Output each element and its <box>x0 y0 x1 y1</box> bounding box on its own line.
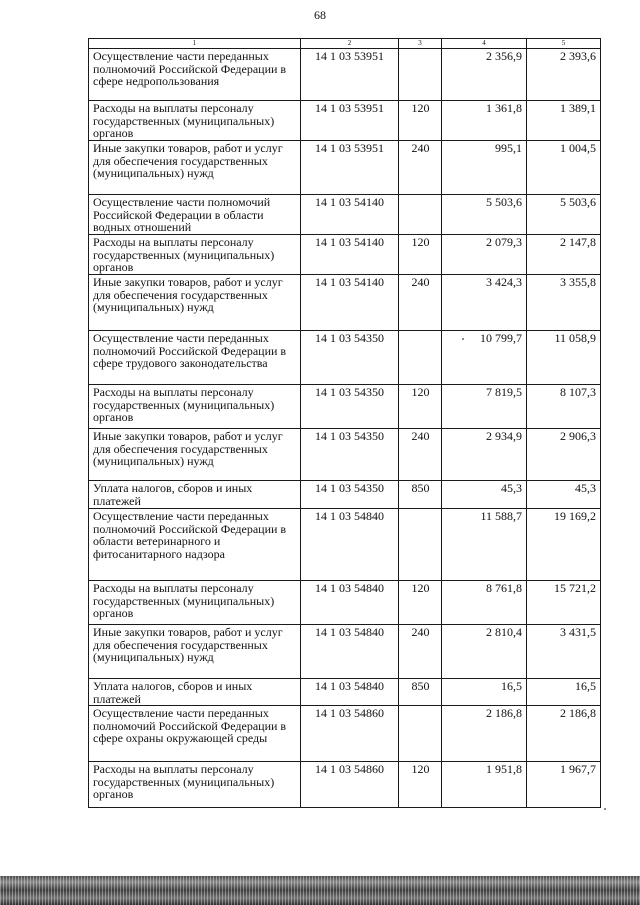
row-code: 14 1 03 53951 <box>301 101 399 141</box>
row-name: Осуществление части переданных полномочий Российской Федерации в сфере недропользования <box>89 49 301 101</box>
row-expense-type <box>399 331 442 385</box>
column-number-1: 1 <box>89 39 301 49</box>
table-row <box>89 141 601 195</box>
row-value-year-2: 19 169,2 <box>527 509 601 581</box>
row-value-year-1: 16,5 <box>442 679 527 706</box>
row-name: Расходы на выплаты персоналу государственных (муниципальных) органов <box>89 385 301 429</box>
row-value-year-2: 5 503,6 <box>527 195 601 235</box>
row-code: 14 1 03 54140 <box>301 275 399 331</box>
row-value-year-1: 11 588,7 <box>442 509 527 581</box>
row-value-year-1: 2 079,3 <box>442 235 527 275</box>
row-code: 14 1 03 54140 <box>301 235 399 275</box>
row-code: 14 1 03 54860 <box>301 706 399 762</box>
row-code: 14 1 03 54140 <box>301 195 399 235</box>
row-expense-type <box>399 195 442 235</box>
row-value-year-2: 15 721,2 <box>527 581 601 625</box>
table-row <box>89 706 601 762</box>
row-name: Иные закупки товаров, работ и услуг для обеспечения государственных (муниципальных) нужд <box>89 141 301 195</box>
row-expense-type: 120 <box>399 762 442 808</box>
row-code: 14 1 03 54840 <box>301 581 399 625</box>
row-value-year-2: 45,3 <box>527 481 601 509</box>
row-expense-type: 120 <box>399 235 442 275</box>
row-name: Уплата налогов, сборов и иных платежей <box>89 481 301 509</box>
row-value-year-2: 3 431,5 <box>527 625 601 679</box>
row-value-year-1: 3 424,3 <box>442 275 527 331</box>
row-value-year-2: 8 107,3 <box>527 385 601 429</box>
row-value-year-1: 995,1 <box>442 141 527 195</box>
table-header-row <box>89 39 601 49</box>
row-expense-type <box>399 706 442 762</box>
row-code: 14 1 03 54860 <box>301 762 399 808</box>
row-name: Осуществление части переданных полномочий Российской Федерации в области ветеринарного и фитосанитарного надзора <box>89 509 301 581</box>
row-value-year-1: 2 356,9 <box>442 49 527 101</box>
budget-table <box>88 38 601 808</box>
row-value-year-1: 1 951,8 <box>442 762 527 808</box>
table-row <box>89 429 601 481</box>
table-row <box>89 509 601 581</box>
row-value-year-2: 16,5 <box>527 679 601 706</box>
row-value-year-2: 2 147,8 <box>527 235 601 275</box>
table-row <box>89 195 601 235</box>
row-code: 14 1 03 54350 <box>301 385 399 429</box>
table-row <box>89 331 601 385</box>
scan-speck <box>604 808 606 810</box>
scan-edge-band <box>0 876 640 905</box>
row-code: 14 1 03 54350 <box>301 331 399 385</box>
row-value-year-2: 1 967,7 <box>527 762 601 808</box>
row-expense-type: 120 <box>399 101 442 141</box>
table-row <box>89 581 601 625</box>
row-value-year-1: 45,3 <box>442 481 527 509</box>
column-number-4: 4 <box>442 39 527 49</box>
row-name: Иные закупки товаров, работ и услуг для обеспечения государственных (муниципальных) нужд <box>89 429 301 481</box>
row-expense-type: 240 <box>399 429 442 481</box>
row-value-year-2: 11 058,9 <box>527 331 601 385</box>
row-value-year-2: 2 906,3 <box>527 429 601 481</box>
row-expense-type: 240 <box>399 275 442 331</box>
column-number-3: 3 <box>399 39 442 49</box>
row-value-year-2: 1 389,1 <box>527 101 601 141</box>
column-number-5: 5 <box>527 39 601 49</box>
row-value-year-2: 3 355,8 <box>527 275 601 331</box>
row-code: 14 1 03 54840 <box>301 625 399 679</box>
row-expense-type: 850 <box>399 679 442 706</box>
row-expense-type: 120 <box>399 385 442 429</box>
row-expense-type <box>399 49 442 101</box>
table-row <box>89 385 601 429</box>
row-value-year-1: 10 799,7 <box>442 331 527 385</box>
table-row <box>89 235 601 275</box>
row-name: Осуществление части переданных полномочий Российской Федерации в сфере охраны окружающей среды <box>89 706 301 762</box>
row-name: Расходы на выплаты персоналу государственных (муниципальных) органов <box>89 762 301 808</box>
row-value-year-1: 2 186,8 <box>442 706 527 762</box>
table-row <box>89 101 601 141</box>
table-row <box>89 625 601 679</box>
row-code: 14 1 03 53951 <box>301 141 399 195</box>
row-value-year-2: 2 393,6 <box>527 49 601 101</box>
row-value-year-1: 2 810,4 <box>442 625 527 679</box>
row-code: 14 1 03 54350 <box>301 481 399 509</box>
row-name: Расходы на выплаты персоналу государственных (муниципальных) органов <box>89 581 301 625</box>
row-code: 14 1 03 54840 <box>301 679 399 706</box>
row-name: Иные закупки товаров, работ и услуг для обеспечения государственных (муниципальных) нужд <box>89 275 301 331</box>
row-expense-type: 240 <box>399 625 442 679</box>
row-expense-type: 240 <box>399 141 442 195</box>
page-number: 68 <box>314 8 326 22</box>
row-value-year-1: 8 761,8 <box>442 581 527 625</box>
table-row <box>89 49 601 101</box>
row-expense-type: 850 <box>399 481 442 509</box>
row-value-year-1: 5 503,6 <box>442 195 527 235</box>
table-row <box>89 679 601 706</box>
row-name: Иные закупки товаров, работ и услуг для обеспечения государственных (муниципальных) нужд <box>89 625 301 679</box>
table-row <box>89 762 601 808</box>
row-expense-type: 120 <box>399 581 442 625</box>
row-name: Осуществление части полномочий Российской Федерации в области водных отношений <box>89 195 301 235</box>
row-expense-type <box>399 509 442 581</box>
row-value-year-1: 1 361,8 <box>442 101 527 141</box>
row-value-year-2: 2 186,8 <box>527 706 601 762</box>
scan-speck <box>462 338 464 340</box>
row-value-year-1: 7 819,5 <box>442 385 527 429</box>
table-row <box>89 481 601 509</box>
row-code: 14 1 03 54840 <box>301 509 399 581</box>
row-code: 14 1 03 54350 <box>301 429 399 481</box>
table-row <box>89 275 601 331</box>
row-name: Осуществление части переданных полномочий Российской Федерации в сфере трудового законодательства <box>89 331 301 385</box>
row-name: Расходы на выплаты персоналу государственных (муниципальных) органов <box>89 101 301 141</box>
row-value-year-1: 2 934,9 <box>442 429 527 481</box>
row-name: Расходы на выплаты персоналу государственных (муниципальных) органов <box>89 235 301 275</box>
column-number-2: 2 <box>301 39 399 49</box>
row-value-year-2: 1 004,5 <box>527 141 601 195</box>
row-code: 14 1 03 53951 <box>301 49 399 101</box>
row-name: Уплата налогов, сборов и иных платежей <box>89 679 301 706</box>
